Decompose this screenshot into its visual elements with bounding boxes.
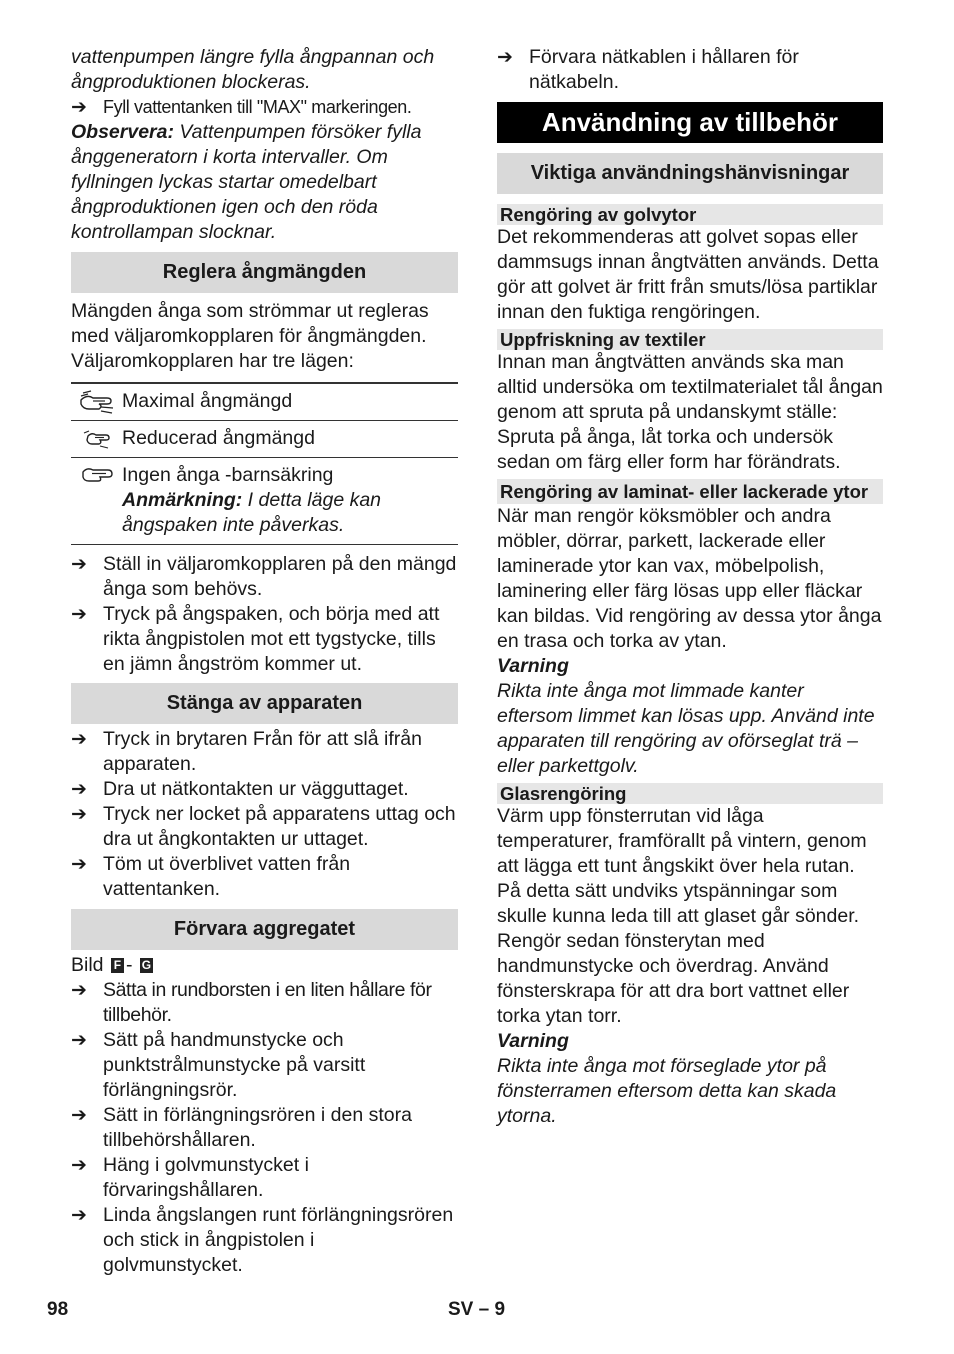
note-label: Observera: [71,121,174,143]
mode-none-note [122,488,458,538]
steam-intro: Mängden ånga som strömmar ut regleras med väljaromkopplaren för ångmängden. Väljaromkopplaren har tre lägen: [71,300,429,372]
list-item: ➔ Sätt in förlängningsrören i den stora tillbehörshållaren. [71,1104,412,1151]
list-item: ➔ Tryck på ångspaken, och börja med att rikta ångpistolen mot ett tygstycke, tills en jämn ångström kommer ut. [71,603,440,675]
page-number: 98 [47,1299,69,1320]
glass-text-1: Värm upp fönsterrutan vid låga temperaturer, framförallt på vintern, genom att lägga ett tunt ångskikt över hela rutan. På detta sätt undviks ytspänningar som skulle kunna leda till att glaset går sönder. [497,805,867,927]
max-steam-icon [79,390,115,414]
off-steps [71,727,458,902]
arrow-icon: ➔ [71,96,87,118]
figure-label: Bild [71,954,104,976]
laminate-title: Rengöring av laminat- eller lackerade ytor [497,479,883,504]
left-column [71,45,458,1278]
glass-warning-label: Varning [497,1030,569,1052]
list-item: ➔ Sätta in rundborsten i en liten hållare för tillbehör. [71,979,432,1026]
main-heading: Användning av tillbehör [497,102,883,143]
glass-warning-text: Rikta inte ånga mot förseglade ytor på fönsterramen eftersom detta kan skada ytorna. [497,1055,837,1127]
arrow-icon: ➔ [71,979,87,1001]
fill-step-text: Fyll vattentanken till "MAX" markeringen. [103,97,412,117]
mode-max-label: Maximal ångmängd [122,390,293,412]
no-steam-lock-icon [80,464,114,484]
fill-step [71,95,458,120]
figure-g-badge: G [141,958,152,973]
list-item: ➔ Dra ut nätkontakten ur vägguttaget. [71,778,409,800]
mode-row-reduced [71,421,458,458]
note-paragraph [71,120,458,245]
arrow-icon: ➔ [71,728,87,750]
arrow-icon: ➔ [71,553,87,575]
off-section-heading: Stänga av apparaten [71,683,458,724]
list-item: ➔ Tryck in brytaren Från för att slå ifrån apparaten. [71,728,422,775]
laminate-warning-label: Varning [497,655,569,677]
arrow-icon: ➔ [71,1104,87,1126]
steam-section-heading: Reglera ångmängden [71,252,458,293]
mode-note-text: I detta läge kan ångspaken inte påverkas. [122,489,382,536]
list-item: ➔ Häng i golvmunstycket i förvaringshållaren. [71,1154,309,1201]
figure-reference [71,953,458,978]
arrow-icon: ➔ [71,1029,87,1051]
steam-modes-table [71,382,458,545]
glass-text-2: Rengör sedan fönsterytan med handmunstycke och överdrag. Använd fönsterskrapa för att dra bort vattnet eller torka ytan torr. [497,930,850,1027]
cable-step: ➔ Förvara nätkablen i hållaren för nätkabeln. [497,46,799,93]
floor-title: Rengöring av golvytor [497,204,883,225]
intro-continuation: vattenpumpen längre fylla ångpannan och ångproduktionen blockeras. [71,46,435,93]
arrow-icon: ➔ [71,803,87,825]
mode-row-max [71,383,458,421]
floor-text: Det rekommenderas att golvet sopas eller dammsugs innan ångtvätten används. Detta gör att golvet är fritt från smuts/lösa partiklar innan den fuktiga rengöringen. [497,226,879,323]
textiles-title: Uppfriskning av textiler [497,329,883,350]
sub-heading: Viktiga användningshänvisningar [497,153,883,194]
arrow-icon: ➔ [71,1154,87,1176]
arrow-icon: ➔ [71,778,87,800]
laminate-warning-text: Rikta inte ånga mot limmade kanter eftersom limmet kan lösas upp. Använd inte apparaten till rengöring av oförseglat trä – eller parkettgolv. [497,680,875,777]
arrow-icon: ➔ [71,1204,87,1226]
steam-steps [71,552,458,677]
list-item: ➔ Linda ångslangen runt förlängningsrören och stick in ångpistolen i golvmunstycket. [71,1204,454,1276]
list-item: ➔ Töm ut överblivet vatten från vattentanken. [71,853,351,900]
figure-f-badge: F [111,958,124,973]
store-steps [71,978,458,1278]
list-item: ➔ Sätt på handmunstycke och punktstrålmunstycke på varsitt förlängningsrör. [71,1029,366,1101]
textiles-text: Innan man ångtvätten används ska man alltid undersöka om textilmaterialet tål ångan genom att spruta på undanskymt ställe: Spruta på ånga, låt torka och undersök sedan om färg eller form har förändrats. [497,351,883,473]
list-item: ➔ Ställ in väljaromkopplaren på den mängd ånga som behövs. [71,553,457,600]
reduced-steam-icon [82,427,112,449]
arrow-icon: ➔ [71,603,87,625]
arrow-icon: ➔ [71,853,87,875]
note-text: Vattenpumpen försöker fylla ånggeneratorn i korta intervaller. Om fyllningen lyckas startar omedelbart ångproduktionen igen och den röda kontrollampan slocknar. [71,121,422,243]
list-item: ➔ Tryck ner locket på apparatens uttag och dra ut ångkontakten ur uttaget. [71,803,456,850]
figure-dash: - [125,954,133,976]
arrow-icon: ➔ [497,46,513,68]
right-column [497,45,883,1129]
page-section: SV – 9 [448,1299,506,1320]
store-section-heading: Förvara aggregatet [71,909,458,950]
mode-reduced-label: Reducerad ångmängd [122,427,315,449]
mode-note-label: Anmärkning: [122,489,243,511]
mode-none-label: Ingen ånga -barnsäkring [122,464,334,486]
glass-title: Glasrengöring [497,783,883,804]
laminate-text: När man rengör köksmöbler och andra möbler, dörrar, parkett, lackerade eller laminerade ytor kan vax, möbelpolish, laminering eller färg lösas upp eller fläckar kan bildas. Vid rengöring av dessa ytor ånga en trasa och torka av ytan. [497,505,882,652]
mode-row-none [71,458,458,545]
